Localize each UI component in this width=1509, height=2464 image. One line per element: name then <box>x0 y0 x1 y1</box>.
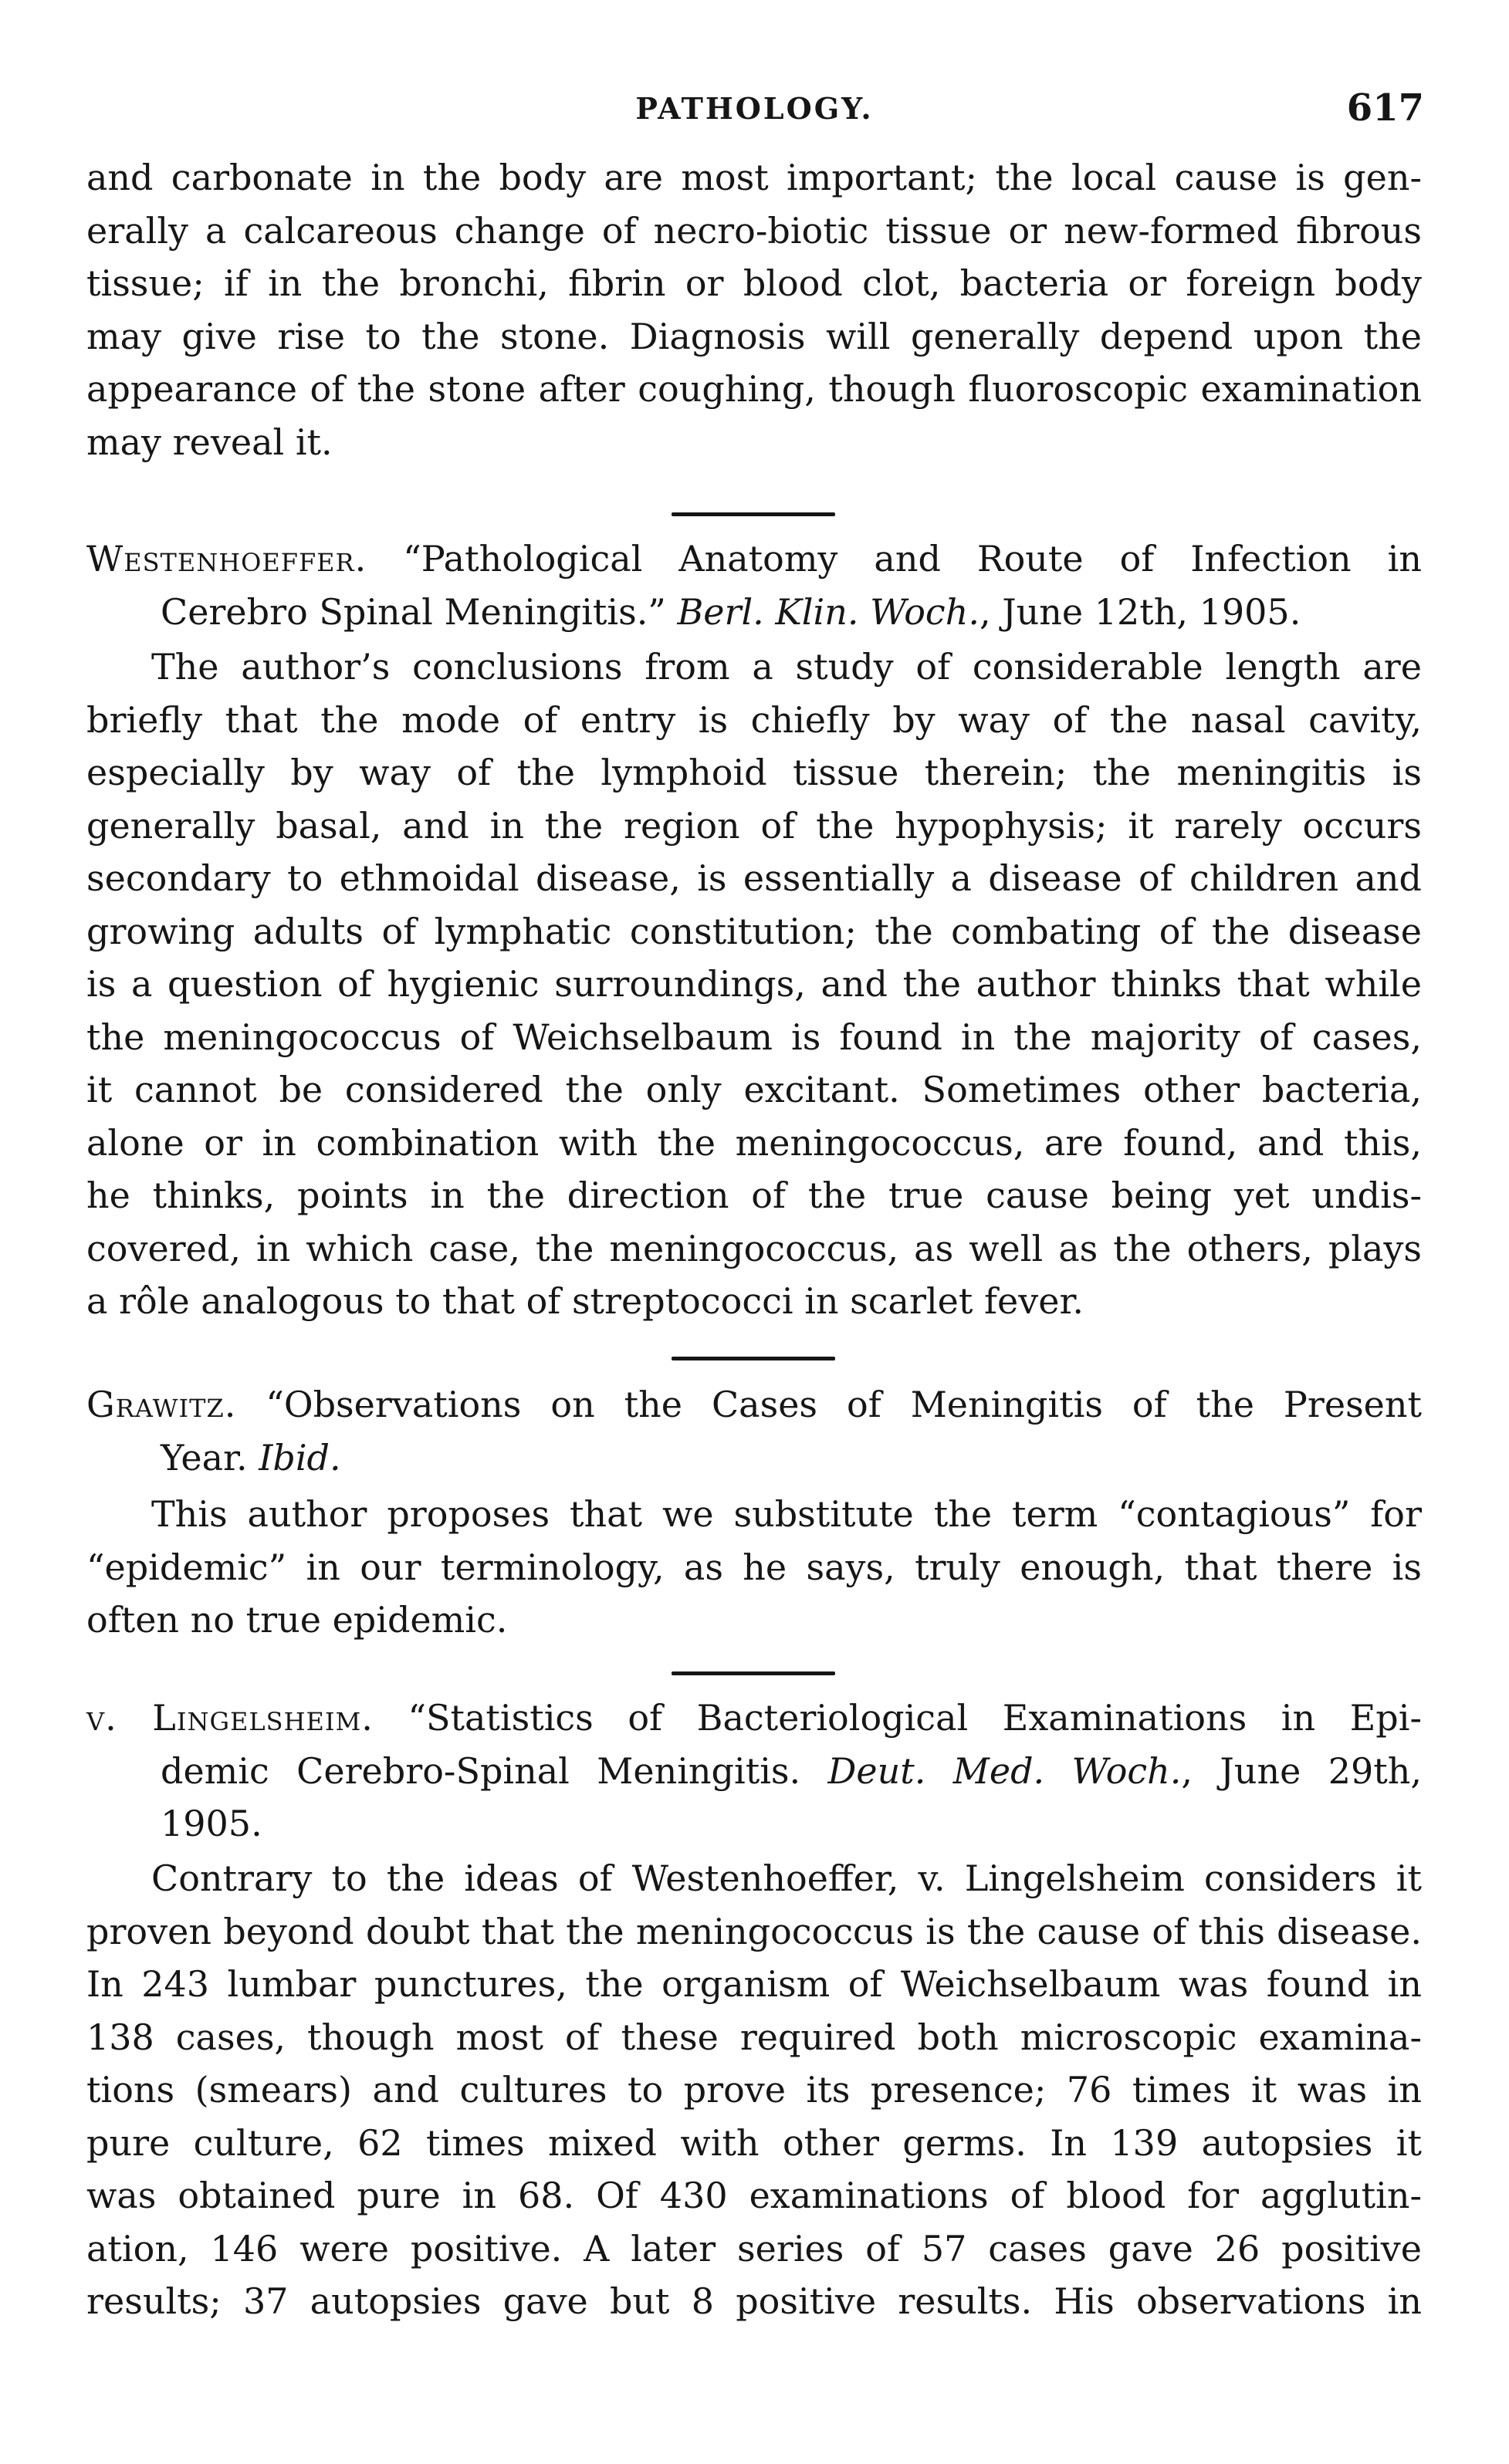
citation-journal: Ibid. <box>259 1436 341 1479</box>
citation-date: , June 12th, 1905. <box>979 590 1301 633</box>
section-divider <box>672 1671 835 1675</box>
citation-title-cont: Cerebro Spinal Meningitis.” <box>161 590 678 633</box>
text-line: pure culture, 62 times mixed with other germs. In 139 autopsies it <box>86 2121 1422 2164</box>
text-line: especially by way of the lymphoid tissue therein; the meningitis is <box>86 752 1422 793</box>
citation-title: “Observations on the Cases of Meningitis of the Present <box>266 1384 1423 1425</box>
text-line: growing adults of lymphatic constitution; the combating of the disease <box>86 910 1422 952</box>
citation-title: “Pathological Anatomy and Route of Infection in <box>403 538 1422 580</box>
citation-grawitz <box>86 1378 1422 1484</box>
section-divider <box>672 512 835 516</box>
abstract-grawitz <box>86 1488 1422 1647</box>
text-line: 138 cases, though most of these required both microscopic examina- <box>86 2016 1422 2058</box>
citation-lingelsheim <box>86 1692 1422 1851</box>
abstract-lingelsheim <box>86 1852 1422 2328</box>
text-line: secondary to ethmoidal disease, is essentially a disease of children and <box>86 857 1422 899</box>
intro-paragraph <box>86 151 1422 468</box>
citation-title-cont: Year. <box>161 1436 259 1479</box>
text-line: and carbonate in the body are most important; the local cause is gen- <box>86 157 1422 198</box>
text-line: In 243 lumbar punctures, the organism of Weichselbaum was found in <box>86 1963 1422 2005</box>
text-line: briefly that the mode of entry is chiefly by way of the nasal cavity, <box>86 698 1422 741</box>
text-line: it cannot be considered the only excitant. Sometimes other bacteria, <box>86 1069 1422 1110</box>
text-line: was obtained pure in 68. Of 430 examinations of blood for agglutin- <box>86 2175 1422 2216</box>
citation-author: Grawitz. <box>86 1384 237 1425</box>
text-line: may give rise to the stone. Diagnosis will generally depend upon the <box>86 315 1422 357</box>
text-line: “epidemic” in our terminology, as he says, truly enough, that there is <box>86 1546 1422 1588</box>
text-line: may reveal it. <box>86 421 333 463</box>
text-line: The author’s conclusions from a study of considerable length are <box>151 646 1422 688</box>
text-line: proven beyond doubt that the meningococcus is the cause of this disease. <box>86 1910 1422 1952</box>
page-number: 617 <box>1346 86 1424 130</box>
text-line: is a question of hygienic surroundings, and the author thinks that while <box>86 963 1422 1005</box>
section-divider <box>672 1357 835 1360</box>
citation-date: , June 29th, <box>1181 1749 1422 1792</box>
citation-year: 1905. <box>161 1803 262 1844</box>
citation-journal: Deut. Med. Woch. <box>827 1749 1182 1792</box>
text-line: alone or in combination with the meningococcus, are found, and this, <box>86 1121 1422 1164</box>
text-line: results; 37 autopsies gave but 8 positive results. His observations in <box>86 2280 1422 2322</box>
text-line: the meningococcus of Weichselbaum is found in the majority of cases, <box>86 1016 1422 1058</box>
text-line: tissue; if in the bronchi, fibrin or blood clot, bacteria or foreign body <box>86 262 1422 304</box>
citation-title: “Statistics of Bacteriological Examinations in Epi- <box>408 1697 1422 1739</box>
text-line: he thinks, points in the direction of the true cause being yet undis- <box>86 1175 1422 1216</box>
text-line: tions (smears) and cultures to prove its presence; 76 times it was in <box>86 2069 1422 2111</box>
citation-title-cont: demic Cerebro-Spinal Meningitis. <box>161 1749 828 1792</box>
text-line: Contrary to the ideas of Westenhoeffer, v. Lingelsheim considers it <box>151 1857 1422 1899</box>
text-line: appearance of the stone after coughing, though fluoroscopic examination <box>86 368 1422 410</box>
abstract-westenhoeffer <box>86 641 1422 1328</box>
text-line: erally a calcareous change of necro-biotic tissue or new-formed fibrous <box>86 209 1422 252</box>
citation-author: Westenhoeffer. <box>86 538 367 580</box>
text-line: covered, in which case, the meningococcus, as well as the others, plays <box>86 1227 1422 1269</box>
running-header: PATHOLOGY. <box>635 91 874 126</box>
text-line: ation, 146 were positive. A later series of 57 cases gave 26 positive <box>86 2227 1422 2270</box>
text-line: often no true epidemic. <box>86 1599 508 1641</box>
citation-journal: Berl. Klin. Woch. <box>677 590 979 633</box>
citation-westenhoeffer <box>86 532 1422 638</box>
text-line: This author proposes that we substitute the term “contagious” for <box>151 1493 1422 1535</box>
text-line: a rôle analogous to that of streptococci in scarlet fever. <box>86 1280 1084 1322</box>
text-line: generally basal, and in the region of the hypophysis; it rarely occurs <box>86 804 1422 847</box>
citation-author: v. Lingelsheim. <box>86 1697 374 1739</box>
